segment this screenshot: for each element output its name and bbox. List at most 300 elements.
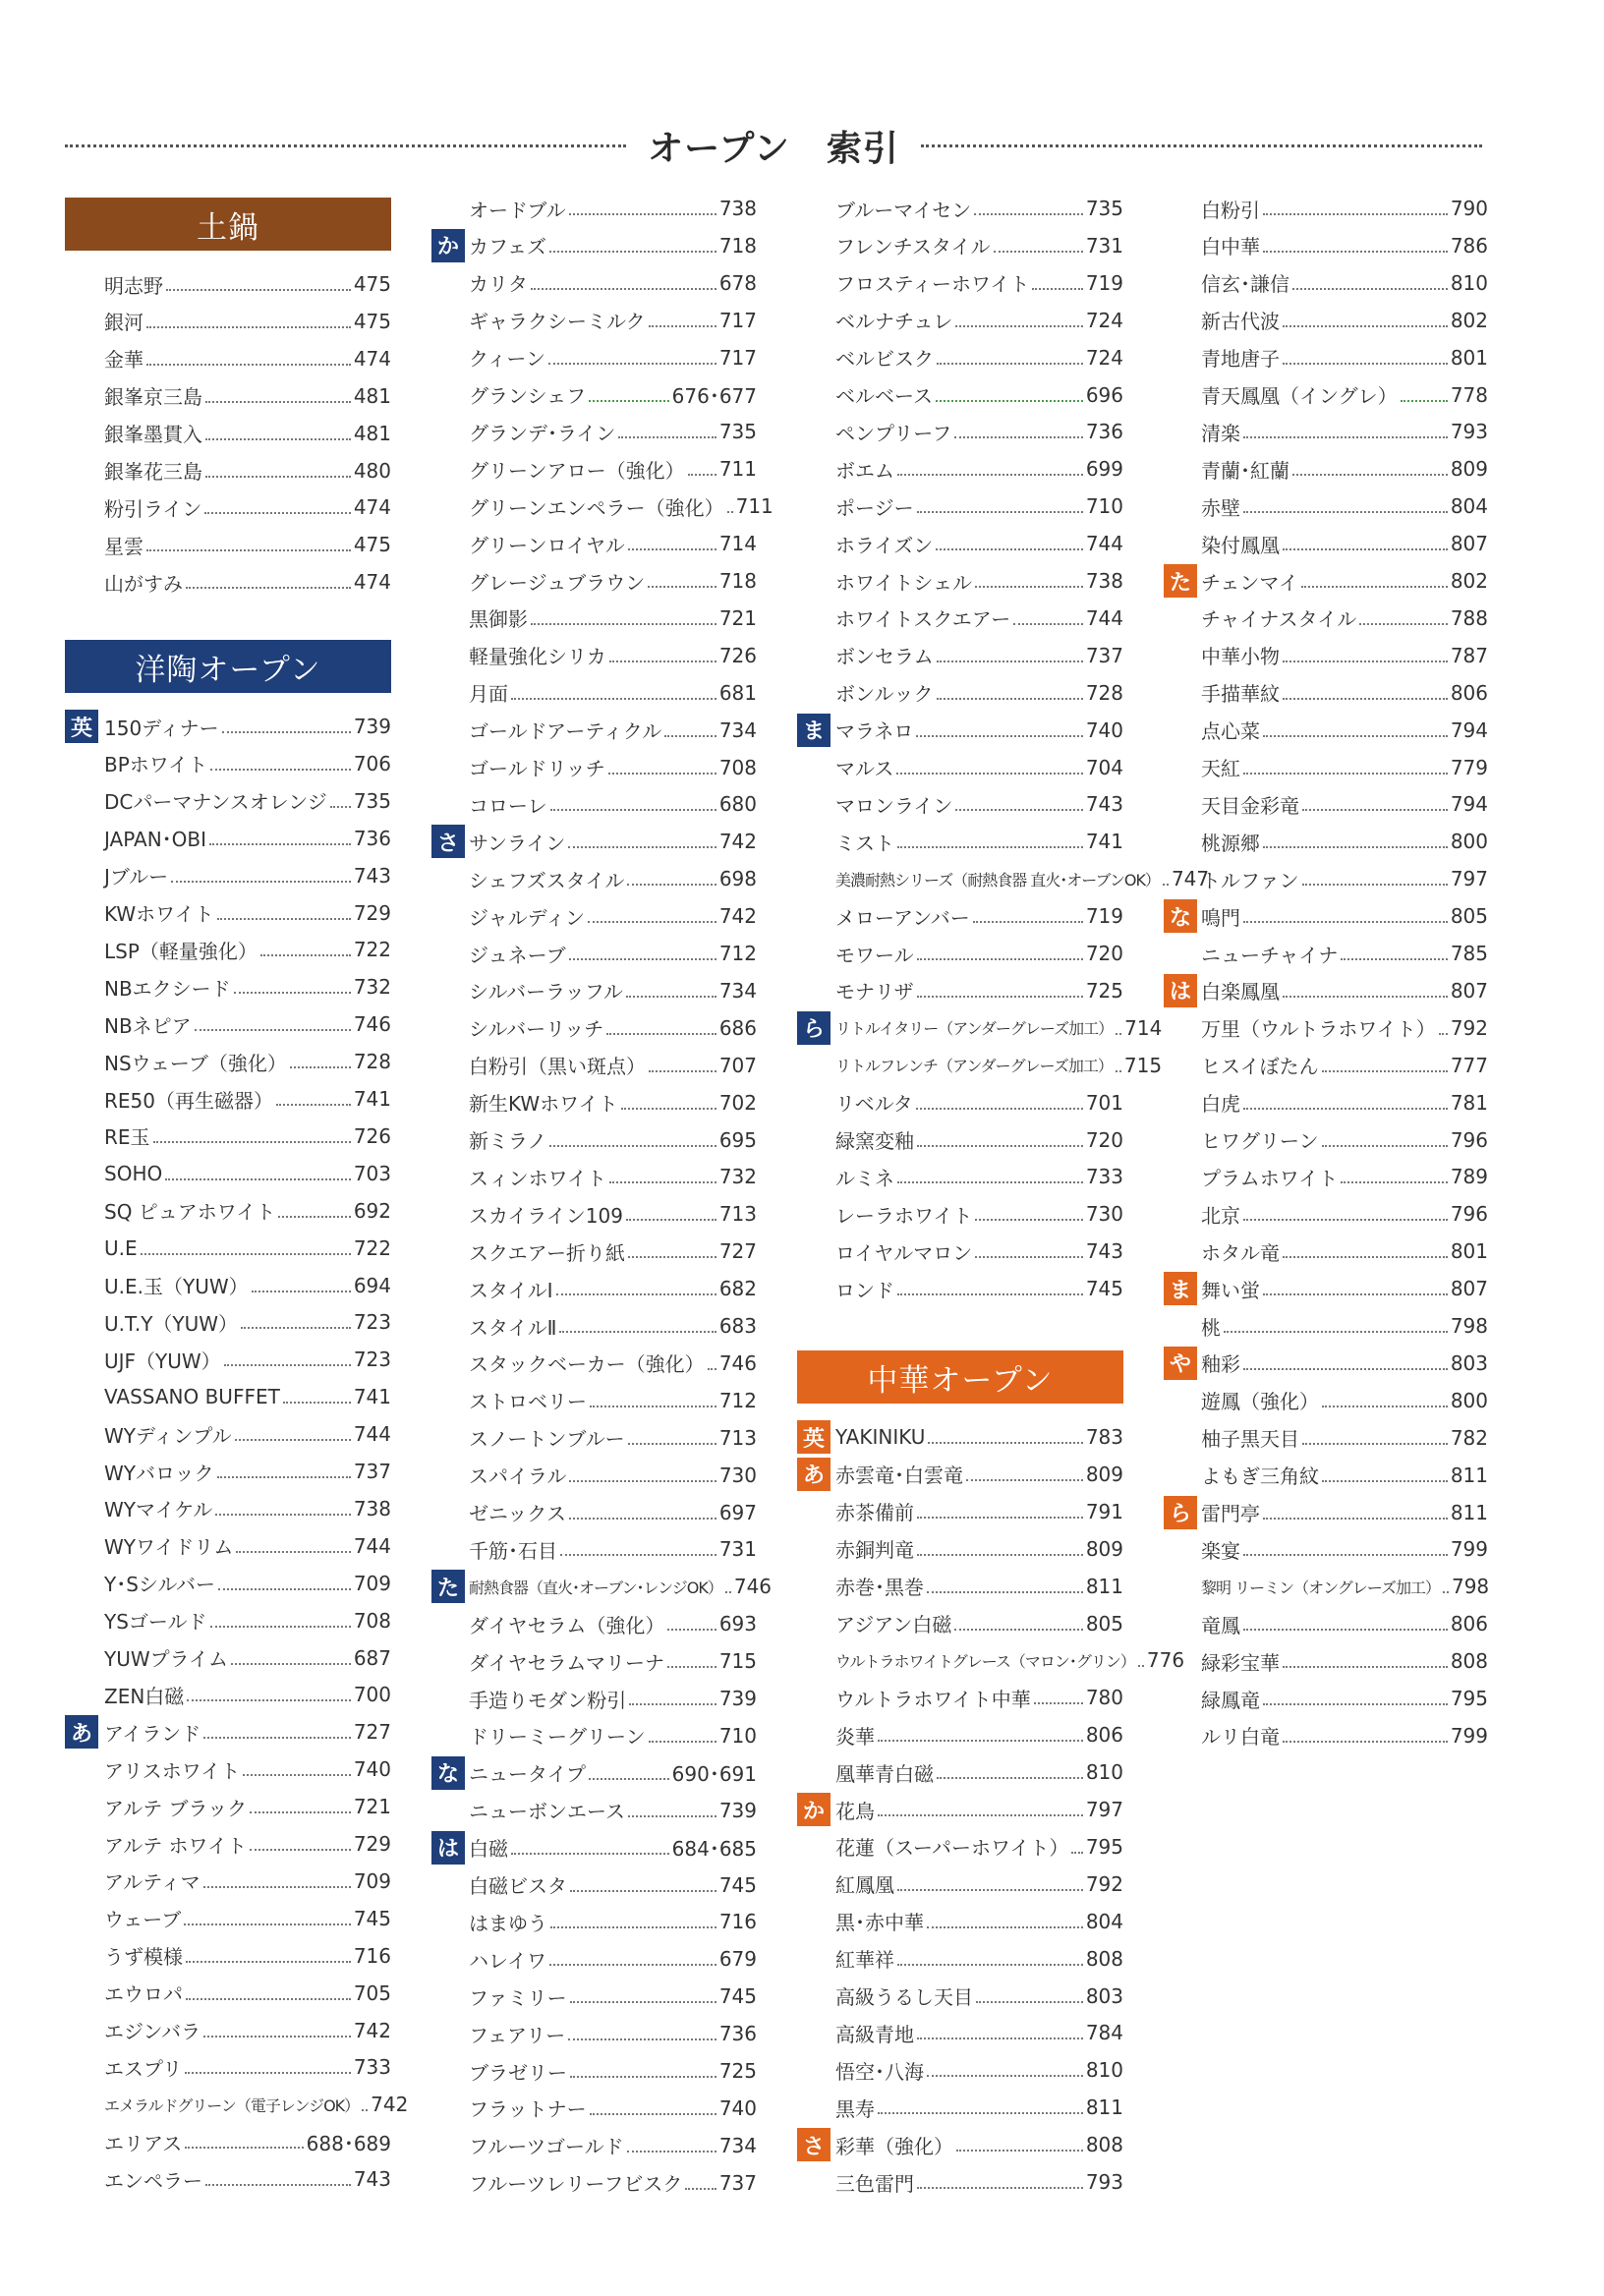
entry-page: 783 (1085, 1425, 1123, 1449)
entry-name: 白磁 (469, 1837, 508, 1862)
index-entry (1201, 603, 1488, 633)
kana-badge: は (1164, 974, 1197, 1007)
entry-page: 786 (1450, 233, 1488, 258)
entry-page: 727 (718, 1239, 757, 1264)
dot-leader (917, 2187, 1083, 2189)
entry-page: 681 (718, 680, 757, 705)
entry-page: 739 (353, 715, 391, 738)
entry-name: アジアン白磁 (835, 1613, 952, 1636)
index-entry (835, 1572, 1123, 1601)
entry-name: YSゴールド (104, 1610, 207, 1635)
entry-page: 776 (1146, 1648, 1185, 1673)
dot-leader (568, 846, 716, 848)
entry-name: ボエム (835, 458, 894, 483)
entry-name: 白中華 (1201, 235, 1260, 259)
index-entry (1201, 1423, 1488, 1453)
dot-leader (570, 2001, 716, 2003)
entry-name: エウロパ (104, 1982, 183, 2007)
entry-name: トルファン (1201, 868, 1299, 892)
dot-leader (1116, 1033, 1121, 1035)
kana-badge: や (1164, 1347, 1197, 1380)
dot-leader (218, 1588, 351, 1590)
index-entry (1201, 417, 1488, 446)
entry-name: ウルトラホワイト中華 (835, 1687, 1031, 1711)
entry-name: ニューボンエース (469, 1800, 625, 1824)
kana-badge: た (431, 1570, 465, 1603)
entry-page: 744 (1085, 532, 1123, 556)
entry-name: 黎明 リーミン（オングレーズ加工） (1201, 1578, 1440, 1597)
index-entry (835, 1162, 1123, 1191)
dot-leader (976, 2001, 1083, 2003)
dot-leader (185, 2147, 303, 2149)
entry-page: 746 (353, 1012, 391, 1037)
entry-name: フレンチスタイル (835, 235, 991, 259)
entry-page: 712 (718, 942, 757, 965)
index-entry (1201, 1721, 1488, 1751)
dot-leader (1224, 1331, 1448, 1333)
entry-name: グリーンアロー（強化） (469, 458, 685, 483)
dot-leader (1116, 1070, 1121, 1072)
entry-page: 801 (1450, 345, 1488, 370)
dot-leader (204, 512, 350, 514)
entry-name: NBネピア (104, 1013, 192, 1038)
entry-page: 735 (718, 420, 757, 444)
index-entry (104, 1717, 391, 1747)
entry-page: 676･677 (671, 384, 757, 408)
entry-page: 722 (353, 938, 391, 962)
entry-page: 780 (1085, 1686, 1123, 1710)
entry-page: 710 (1085, 494, 1123, 519)
entry-page: 782 (1450, 1425, 1488, 1450)
entry-page: 723 (353, 1348, 391, 1372)
entry-page: 744 (353, 1422, 391, 1447)
dot-leader (937, 1777, 1083, 1779)
dot-leader (1071, 1852, 1082, 1854)
entry-page: 741 (1085, 830, 1123, 854)
entry-page: 722 (353, 1235, 391, 1260)
entry-name: チェンマイ (1201, 570, 1298, 595)
dot-leader (1263, 1518, 1448, 1520)
entry-page: 744 (353, 1533, 391, 1558)
entry-page: 709 (353, 1571, 391, 1595)
entry-name: フルーツレリーフビスク (469, 2172, 683, 2197)
index-entry (104, 1084, 391, 1114)
index-entry (104, 1680, 391, 1709)
entry-name: 赤銅判竜 (835, 1538, 914, 1563)
entry-page: 721 (353, 1795, 391, 1819)
index-entry (835, 1907, 1123, 1936)
index-entry (104, 861, 391, 890)
entry-page: 711 (735, 494, 773, 519)
index-entry (835, 1422, 1123, 1452)
index-entry (1201, 1199, 1488, 1229)
entry-name: JAPAN･OBI (104, 828, 207, 852)
entry-name: 手造りモダン粉引 (469, 1688, 627, 1712)
entry-name: うず模様 (104, 1945, 183, 1970)
index-entry (104, 2164, 391, 2194)
index-entry (104, 492, 391, 522)
index-entry (469, 1534, 757, 1564)
dot-leader (1322, 1480, 1448, 1482)
dot-leader (549, 1964, 716, 1966)
dot-leader (1163, 884, 1169, 886)
dot-leader (897, 1181, 1083, 1183)
entry-page: 736 (1085, 420, 1123, 444)
index-entry (835, 2018, 1123, 2047)
entry-page: 728 (1085, 680, 1123, 705)
entry-name: KWホワイト (104, 902, 214, 926)
entry-page: 729 (353, 900, 391, 925)
entry-page: 713 (718, 1202, 757, 1227)
entry-page: 798 (1451, 1575, 1490, 1599)
entry-page: 785 (1450, 942, 1488, 965)
index-entry (835, 1832, 1123, 1862)
index-entry (1201, 306, 1488, 335)
entry-page: 732 (718, 1165, 757, 1189)
dot-leader (1013, 623, 1083, 625)
entry-page: 742 (371, 2093, 409, 2117)
index-entry (1201, 827, 1488, 856)
dot-leader (1302, 1443, 1448, 1445)
entry-page: 721 (718, 605, 757, 630)
index-entry (1201, 1236, 1488, 1266)
dot-leader (569, 958, 716, 960)
dot-leader (217, 918, 351, 920)
index-entry (469, 603, 757, 633)
index-entry (469, 976, 757, 1005)
index-entry (1201, 716, 1488, 745)
entry-name: グリーンエンペラー（強化） (469, 495, 724, 520)
entry-name: WYマイケル (104, 1498, 213, 1522)
entry-name: フロスティーホワイト (835, 272, 1030, 297)
dot-leader (626, 996, 716, 998)
dot-leader (667, 1666, 716, 1668)
entry-page: 811 (1450, 1463, 1488, 1487)
entry-page: 810 (1450, 270, 1488, 295)
entry-page: 808 (1450, 1649, 1488, 1674)
index-entry (104, 1494, 391, 1523)
entry-name: エメラルドグリーン（電子レンジOK） (104, 2095, 360, 2115)
index-entry (469, 641, 757, 670)
dot-leader (618, 436, 716, 438)
entry-page: 793 (1085, 2170, 1123, 2194)
index-entry (1201, 380, 1488, 410)
entry-page: 745 (353, 1906, 391, 1930)
kana-badge: ま (797, 714, 831, 747)
index-entry (835, 1720, 1123, 1750)
index-entry (104, 1121, 391, 1151)
entry-page: 804 (1085, 1909, 1123, 1933)
index-entry (835, 306, 1123, 335)
dot-leader (897, 1293, 1083, 1295)
dot-leader (205, 438, 351, 440)
entry-page: 739 (718, 1798, 757, 1822)
entry-name: ブルーマイセン (835, 198, 972, 222)
entry-page: 733 (1085, 1165, 1123, 1189)
entry-page: 740 (1085, 718, 1123, 742)
entry-page: 805 (1085, 1611, 1123, 1636)
entry-page: 734 (718, 718, 757, 742)
entry-name: モナリザ (835, 980, 914, 1004)
index-entry (469, 1274, 757, 1303)
entry-page: 793 (1450, 420, 1488, 444)
entry-name: ハレイワ (469, 1948, 546, 1973)
dot-leader (1301, 586, 1448, 588)
entry-name: エスプリ (104, 2056, 183, 2081)
index-entry (835, 417, 1123, 446)
index-entry (104, 712, 391, 741)
entry-name: ZEN白磁 (104, 1684, 185, 1708)
index-entry (835, 1274, 1123, 1303)
index-entry (469, 2019, 757, 2048)
dot-leader (210, 769, 351, 771)
entry-name: ダイヤセラムマリーナ (469, 1650, 664, 1675)
entry-page: 742 (718, 830, 757, 854)
entry-name: ボンルック (835, 682, 934, 707)
entry-page: 739 (718, 1687, 757, 1710)
index-entry (104, 1569, 391, 1598)
entry-name: グリーンロイヤル (469, 533, 625, 557)
dot-leader (511, 1853, 669, 1855)
index-entry (1201, 864, 1488, 893)
index-entry (104, 381, 391, 411)
index-entry (104, 749, 391, 778)
entry-page: 803 (1450, 1350, 1488, 1375)
entry-page: 697 (718, 1500, 757, 1524)
entry-name: 三色雷門 (835, 2171, 914, 2196)
entry-page: 743 (353, 2167, 391, 2192)
dot-leader (231, 1663, 351, 1665)
dot-leader (550, 1926, 716, 1928)
dot-leader (588, 921, 716, 923)
entry-name: 柚子黒天目 (1201, 1427, 1299, 1452)
entry-page: 723 (353, 1310, 391, 1335)
kana-badge: あ (65, 1715, 98, 1749)
entry-page: 795 (1450, 1687, 1488, 1710)
entry-name: チャイナスタイル (1201, 607, 1357, 632)
index-entry (469, 231, 757, 260)
entry-name: U.E.玉（YUW） (104, 1275, 249, 1298)
dot-leader (1439, 1033, 1448, 1035)
index-entry (104, 456, 391, 486)
index-entry (835, 231, 1123, 260)
entry-name: 北京 (1201, 1203, 1240, 1228)
entry-name: マラネロ (835, 719, 914, 744)
dot-leader (649, 325, 716, 327)
dot-leader (217, 1476, 351, 1478)
dot-leader (531, 288, 716, 290)
index-entry (469, 678, 757, 708)
section-header-yotou: 洋陶オープン (65, 640, 391, 693)
entry-page: 807 (1450, 978, 1488, 1003)
dot-leader (1341, 958, 1447, 960)
dot-leader (626, 1219, 716, 1221)
entry-page: 781 (1450, 1090, 1488, 1115)
entry-name: 月面 (469, 682, 508, 707)
entry-page: 715 (718, 1649, 757, 1674)
dot-leader (362, 2109, 368, 2111)
entry-name: ニューチャイナ (1201, 943, 1339, 967)
dot-leader (203, 1886, 351, 1888)
index-entry (1201, 901, 1488, 931)
dot-leader (917, 958, 1083, 960)
dot-leader (954, 1629, 1082, 1631)
dot-leader (955, 809, 1082, 811)
index-entry (104, 1307, 391, 1337)
entry-page: 731 (1085, 233, 1123, 258)
index-entry (1201, 753, 1488, 782)
dot-leader (222, 731, 351, 733)
dot-leader (243, 1774, 351, 1776)
index-entry (835, 1051, 1163, 1080)
index-entry (835, 1795, 1123, 1824)
dot-leader (1359, 623, 1448, 625)
dot-leader (975, 1256, 1083, 1258)
entry-page: 784 (1085, 2021, 1123, 2045)
entry-page: 475 (353, 533, 391, 557)
entry-name: 新古代波 (1201, 310, 1280, 334)
entry-name: U.E (104, 1235, 138, 1260)
entry-page: 796 (1450, 1202, 1488, 1227)
entry-name: アルティマ (104, 1870, 200, 1895)
entry-name: ストロベリー (469, 1390, 587, 1414)
entry-page: 801 (1450, 1239, 1488, 1264)
entry-name: スノートンブルー (469, 1427, 625, 1452)
dot-leader (664, 735, 716, 737)
kana-badge: か (797, 1793, 831, 1826)
dot-leader (685, 2188, 716, 2190)
dot-leader (1243, 1629, 1448, 1631)
dot-leader (205, 2184, 351, 2186)
index-entry (1201, 454, 1488, 484)
dot-leader (330, 806, 351, 808)
entry-name: ホワイトシェル (835, 570, 972, 595)
entry-name: ルリ白竜 (1201, 1725, 1280, 1750)
index-entry (104, 1792, 391, 1821)
index-entry (469, 1498, 757, 1527)
entry-name: ベルナチュレ (835, 310, 953, 334)
dot-leader (570, 1890, 716, 1892)
dot-leader (235, 1439, 351, 1441)
entry-name: NSウェーブ（強化） (104, 1051, 287, 1075)
entry-page: 740 (718, 2095, 757, 2120)
index-entry (104, 1829, 391, 1859)
dot-leader (1263, 1703, 1448, 1705)
dot-leader (171, 881, 351, 883)
entry-name: 青地唐子 (1201, 347, 1280, 372)
entry-name: アルテ ホワイト (104, 1833, 247, 1858)
dot-leader (185, 2072, 351, 2074)
index-entry (104, 2090, 409, 2119)
entry-page: 710 (718, 1723, 757, 1748)
entry-page: 695 (718, 1127, 757, 1152)
entry-name: ウルトラホワイトグレース（マロン･グリン） (835, 1651, 1135, 1671)
dot-leader (549, 251, 716, 253)
entry-name: コローレ (469, 793, 547, 818)
index-entry (104, 1643, 391, 1673)
entry-name: 星雲 (104, 534, 143, 558)
index-entry (1201, 1051, 1488, 1080)
index-entry (469, 454, 757, 484)
entry-name: 赤茶備前 (835, 1501, 914, 1525)
entry-page: 715 (1123, 1053, 1163, 1077)
entry-page: 679 (718, 1947, 757, 1972)
entry-name: ルミネ (835, 1166, 894, 1190)
entry-page: 704 (1085, 755, 1123, 779)
dot-leader (1263, 735, 1448, 737)
dot-leader (290, 1066, 351, 1068)
kana-badge: 英 (797, 1420, 831, 1454)
entry-name: 白粉引 (1201, 198, 1260, 222)
dot-leader (590, 2113, 716, 2115)
entry-page: 787 (1450, 643, 1488, 667)
dot-leader (648, 586, 716, 588)
dot-leader (1283, 1666, 1448, 1668)
index-entry (469, 380, 757, 410)
entry-name: レーラホワイト (835, 1203, 973, 1228)
index-entry (469, 901, 757, 931)
entry-page: 474 (353, 346, 391, 371)
entry-name: 赤雲竜･白雲竜 (835, 1464, 963, 1488)
entry-page: 734 (718, 2133, 757, 2157)
entry-name: YUWプライム (104, 1647, 229, 1671)
entry-name: 白楽鳳凰 (1201, 980, 1280, 1004)
index-entry (469, 491, 773, 521)
entry-name: アイランド (104, 1721, 201, 1746)
entry-page: 725 (1085, 978, 1123, 1003)
entry-name: 紅鳳凰 (835, 1873, 894, 1898)
dot-leader (916, 735, 1082, 737)
entry-page: 684･685 (671, 1837, 757, 1862)
dot-leader (1401, 400, 1448, 402)
dot-leader (186, 1998, 351, 2000)
dot-leader (241, 1327, 351, 1329)
index-entry (469, 1870, 757, 1900)
entry-name: 明志野 (104, 273, 163, 298)
entry-page: 733 (353, 2055, 391, 2080)
entry-name: ロイヤルマロン (835, 1240, 973, 1265)
index-entry (104, 1271, 391, 1300)
index-entry (469, 343, 757, 373)
entry-page: 738 (718, 197, 757, 220)
entry-page: 712 (718, 1388, 757, 1412)
dot-leader (1243, 1219, 1448, 1221)
entry-name: ファミリー (469, 1985, 567, 2010)
dot-leader (956, 2150, 1083, 2152)
entry-name: 緑鳳竜 (1201, 1688, 1260, 1712)
dot-leader (917, 1145, 1083, 1147)
index-entry (1201, 976, 1488, 1005)
dot-leader (688, 474, 716, 476)
entry-name: 粉引ライン (104, 496, 202, 521)
entry-name: モワール (835, 943, 914, 967)
entry-name: エジンバラ (104, 2020, 201, 2043)
entry-page: 701 (1085, 1090, 1123, 1115)
index-entry (835, 753, 1123, 782)
entry-name: ペンプリーフ (835, 421, 952, 445)
dot-leader (568, 2038, 716, 2040)
index-entry (469, 939, 757, 968)
index-entry (1201, 1534, 1488, 1564)
index-entry (1201, 789, 1488, 819)
entry-page: 744 (1085, 605, 1123, 630)
entry-page: 736 (353, 826, 391, 850)
index-entry (469, 2094, 757, 2123)
index-entry (469, 1088, 757, 1118)
entry-page: 699 (1085, 457, 1123, 482)
dot-leader (1263, 251, 1448, 253)
dot-leader (560, 1554, 716, 1556)
